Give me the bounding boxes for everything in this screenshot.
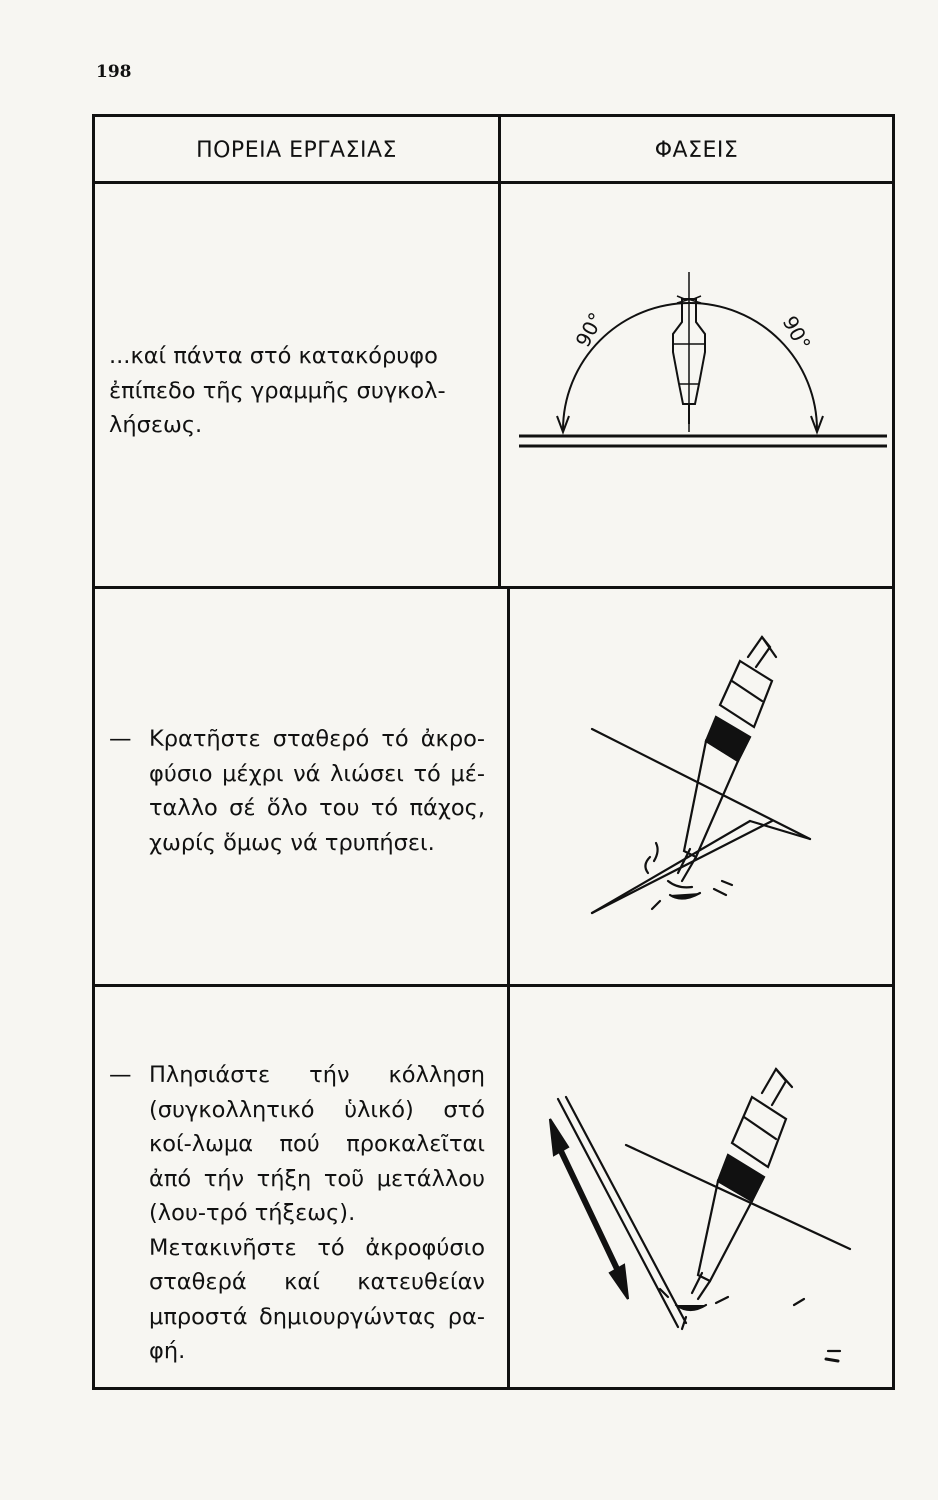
torch-melting-metal-icon — [510, 589, 892, 984]
row3-text — [109, 1058, 485, 1369]
torch-filler-rod-icon — [510, 987, 892, 1387]
row3-dash: — — [109, 1062, 132, 1088]
row1-line-2: ἐπίπεδο τῆς γραμμῆς συγκολ- — [109, 377, 446, 404]
angle-right-label: 90° — [777, 311, 816, 355]
row3-instruction-2: Μετακινῆστε τό ἀκροφύσιο σταθερά καί κατευθείαν μπροστά δημιουργώντας ρα-φή. — [149, 1234, 485, 1364]
row1-text — [109, 339, 489, 443]
torch-vertical-angle-icon — [501, 184, 892, 586]
row2-text — [109, 722, 485, 860]
row2-instruction: Κρατῆστε σταθερό τό ἀκρο-φύσιο μέχρι νά λιώσει τό μέ-ταλλο σέ ὅλο του τό πάχος, χωρίς ὅμως νά τρυπήσει. — [149, 726, 485, 856]
procedure-table — [92, 114, 895, 1390]
row2-dash: — — [109, 726, 132, 752]
row1-line-3: λήσεως. — [109, 412, 203, 438]
header-procedure: ΠΟΡΕΙΑ ΕΡΓΑΣΙΑΣ — [196, 137, 397, 163]
row3-instruction: Πλησιάστε τήν κόλληση (συγκολλητικό ὑλικό) στό κοί-λωμα πού προκαλεῖται ἀπό τήν τήξη τοῦ μετάλλου (λου-τρό τήξεως). — [149, 1062, 485, 1226]
header-phases: ΦΑΣΕΙΣ — [654, 137, 739, 163]
angle-left-label: 90° — [570, 308, 609, 351]
row1-line-1: ...καί πάντα στό κατακόρυφο — [109, 343, 438, 369]
page-number: 198 — [96, 62, 132, 82]
